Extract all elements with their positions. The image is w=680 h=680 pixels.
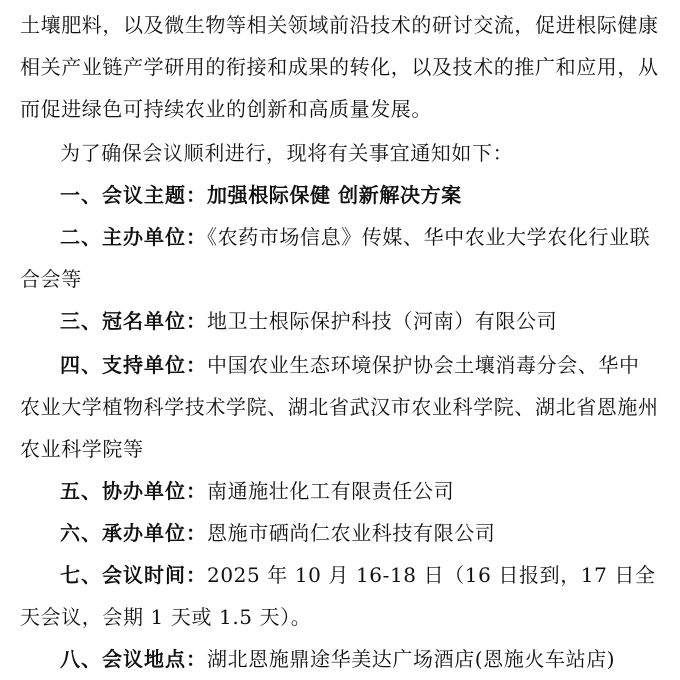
intro-continuation-paragraph [20, 4, 660, 130]
notice-text: 为了确保会议顺利进行，现将有关事宜通知如下： [60, 141, 514, 165]
item-theme [20, 174, 660, 216]
item-title-sponsor [20, 300, 660, 342]
item-content: 地卫士根际保护科技（河南）有限公司 [207, 309, 558, 333]
item-meeting-time [20, 554, 660, 638]
item-content: 中国农业生态环境保护协会土壤消毒分会、华中农业大学植物科学技术学院、湖北省武汉市农业科学院、湖北省恩施州农业科学院等 [20, 353, 659, 461]
item-host [20, 512, 660, 554]
item-content: 《农药市场信息》传媒、华中农业大学农化行业联合会等 [20, 225, 651, 291]
item-heading: 四、支持单位： [60, 353, 207, 377]
item-content: 湖北恩施鼎途华美达广场酒店(恩施火车站店) [207, 647, 616, 671]
item-content: 2025 年 10 月 16-18 日（16 日报到，17 日全天会议，会期 1 天或 1.5 天）。 [20, 563, 656, 629]
item-heading: 三、冠名单位： [60, 309, 207, 333]
item-co-organizer [20, 470, 660, 512]
item-heading: 七、会议时间： [60, 563, 207, 587]
intro-continuation-text: 土壤肥料，以及微生物等相关领域前沿技术的研讨交流，促进根际健康相关产业链产学研用的衔接和成果的转化，以及技术的推广和应用，从而促进绿色可持续农业的创新和高质量发展。 [20, 13, 659, 121]
item-heading: 五、协办单位： [60, 479, 207, 503]
item-supporters [20, 344, 660, 470]
item-content: 南通施壮化工有限责任公司 [207, 479, 455, 503]
item-meeting-venue [20, 638, 660, 680]
item-heading: 六、承办单位： [60, 521, 207, 545]
notice-paragraph [20, 132, 660, 174]
item-heading: 八、会议地点： [60, 647, 207, 671]
item-organizer [20, 216, 660, 300]
item-content: 加强根际保健 创新解决方案 [207, 183, 462, 207]
item-heading: 二、主办单位： [60, 225, 207, 249]
item-content: 恩施市硒尚仁农业科技有限公司 [207, 521, 496, 545]
item-heading: 一、会议主题： [60, 183, 207, 207]
